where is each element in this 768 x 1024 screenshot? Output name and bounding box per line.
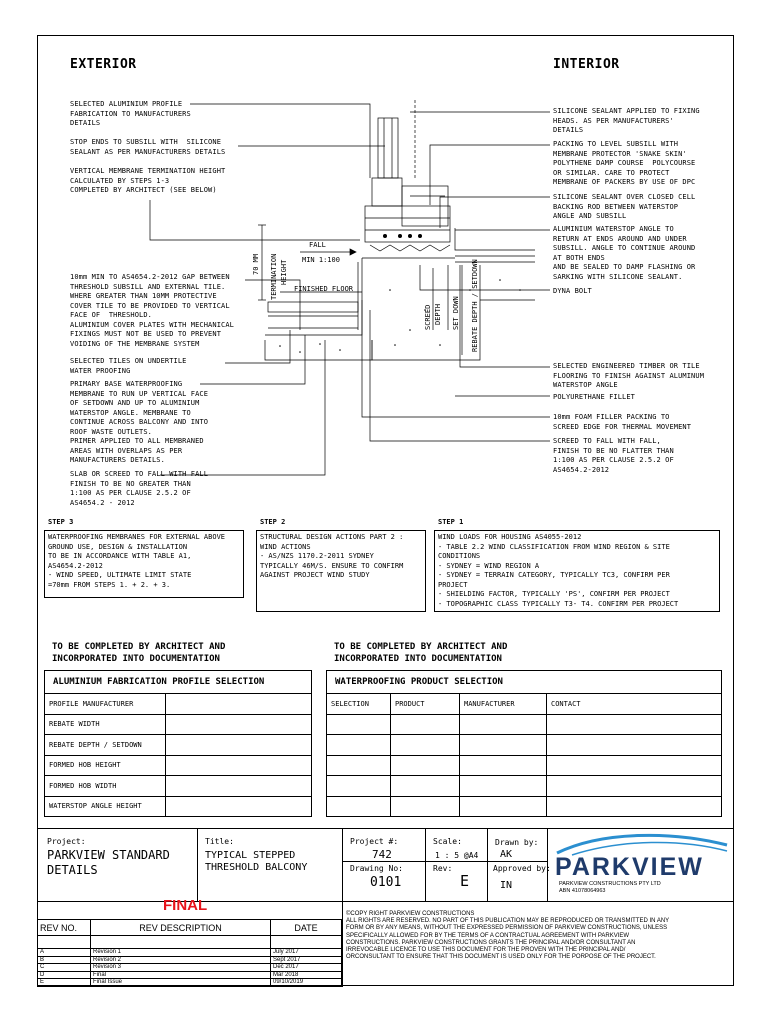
drawing-title: TYPICAL STEPPED THRESHOLD BALCONY — [205, 850, 308, 873]
title-block — [37, 828, 734, 902]
step-3-box: WATERPROOFING MEMBRANES FOR EXTERNAL ABOVE GROUND USE, DESIGN & INSTALLATION TO BE IN ACCORDANCE WITH TABLE A1, AS4654.2-2012 - WIND SPEED, ULTIMATE LIMIT STATE =70mm FROM STEPS 1. + 2. + 3. — [44, 530, 244, 598]
finished-floor-label: FINISHED FLOOR — [294, 285, 354, 293]
final-status: FINAL — [163, 897, 208, 914]
aluminium-row-value[interactable] — [166, 776, 312, 797]
note-screed-fall: SCREED TO FALL WITH FALL, FINISH TO BE NO FLATTER THAN 1:100 AS PER CLAUSE 2.5.2 OF AS4654.2-2012 — [553, 437, 674, 474]
drawn-by: AK — [500, 849, 513, 860]
waterproofing-table-title: WATERPROOFING PRODUCT SELECTION — [327, 671, 722, 694]
project-no: 742 — [372, 848, 392, 861]
aluminium-row-label: FORMED HOB HEIGHT — [45, 755, 166, 776]
aluminium-selection-table — [44, 670, 312, 817]
scale-value: 1 : 5 @A4 — [435, 851, 479, 860]
wp-cell[interactable] — [327, 714, 391, 735]
company-abn: ABN 41078064963 — [559, 888, 606, 894]
step-1-label: STEP 1 — [438, 518, 464, 526]
step-2-label: STEP 2 — [260, 518, 286, 526]
rev-value: E — [460, 872, 470, 890]
title-label: Title: — [205, 837, 234, 846]
col-manufacturer: MANUFACTURER — [460, 694, 547, 715]
drawing-no: 0101 — [370, 875, 402, 890]
company-name: PARKVIEW CONSTRUCTIONS PTY LTD — [559, 881, 661, 887]
copyright-notice: ©COPY RIGHT PARKVIEW CONSTRUCTIONS ALL RIGHTS ARE RESERVED. NO PART OF THIS PUBLICATION MAY BE REPRODUCED OR TRANSMITTED IN ANY FORM OR BY ANY MEANS, WITHOUT THE EXPRESSED PERMISSION OF PARKVIEW CONSTRUCTIONS, UNLESS SPECIFICALLY ALLOWED FOR BY THE TERMS OF A CONTRACTUAL AGREEMENT WITH PARKVIEW CONSTRUCTIONS. PARKVIEW CONSTRUCTIONS GRANTS THE PRINCIPAL AND/OR CONSULTANT AN IRREVOCABLE LICENCE TO USE THIS DOCUMENT FOR THE PROVEN WITH THE PRINCIPAL AND/ ORCONSULTANT TO ENSURE THAT THIS DOCUMENT IS USED ONLY FOR THE PORPOSE OF THE PROJECT. — [346, 911, 670, 961]
interior-heading: INTERIOR — [553, 57, 620, 72]
rev-date: Sept 2017 — [271, 956, 342, 964]
aluminium-row-value[interactable] — [166, 796, 312, 817]
note-aluminium-profile: SELECTED ALUMINIUM PROFILE FABRICATION TO MANUFACTURERS DETAILS — [70, 100, 191, 127]
scale-label: Scale: — [433, 837, 462, 846]
aluminium-row-label: FORMED HOB WIDTH — [45, 776, 166, 797]
aluminium-row-value[interactable] — [166, 735, 312, 756]
wp-cell[interactable] — [547, 755, 722, 776]
rev-desc: Revision 1 — [91, 949, 271, 957]
aluminium-row-label: REBATE WIDTH — [45, 714, 166, 735]
wp-cell[interactable] — [460, 796, 547, 817]
architect-note-left: TO BE COMPLETED BY ARCHITECT AND INCORPORATED INTO DOCUMENTATION — [52, 642, 226, 664]
rev-desc-header: REV DESCRIPTION — [91, 920, 271, 936]
col-product: PRODUCT — [391, 694, 460, 715]
rev-no: E — [38, 979, 91, 987]
revision-table — [37, 919, 342, 987]
approved-label: Approved by: — [493, 864, 551, 873]
wp-cell[interactable] — [391, 776, 460, 797]
architect-note-right: TO BE COMPLETED BY ARCHITECT AND INCORPORATED INTO DOCUMENTATION — [334, 642, 508, 664]
rev-date-header: DATE — [271, 920, 342, 936]
wp-cell[interactable] — [327, 796, 391, 817]
aluminium-table-title: ALUMINIUM FABRICATION PROFILE SELECTION — [45, 671, 312, 694]
rev-date: July 2017 — [271, 949, 342, 957]
aluminium-row-label: WATERSTOP ANGLE HEIGHT — [45, 796, 166, 817]
dim-70mm: 70 MM — [252, 253, 260, 275]
fall-label: FALL — [309, 241, 326, 249]
approved-by: IN — [500, 880, 513, 891]
note-foam-filler: 10mm FOAM FILLER PACKING TO SCREED EDGE FOR THERMAL MOVEMENT — [553, 413, 692, 431]
wp-cell[interactable] — [460, 776, 547, 797]
col-selection: SELECTION — [327, 694, 391, 715]
wp-cell[interactable] — [460, 714, 547, 735]
step-2-box: STRUCTURAL DESIGN ACTIONS PART 2 : WIND ACTIONS - AS/NZS 1170.2-2011 SYDNEY TYPICALLY 46M/S. ENSURE TO CONFIRM AGAINST PROJECT WIND STUDY — [256, 530, 426, 612]
wp-cell[interactable] — [547, 776, 722, 797]
fall-ratio-label: MIN 1:100 — [302, 256, 340, 264]
aluminium-row-value[interactable] — [166, 714, 312, 735]
wp-cell[interactable] — [391, 735, 460, 756]
drawing-no-label: Drawing No: — [350, 864, 403, 873]
screed-depth-label-2: DEPTH — [434, 303, 442, 325]
col-contact: CONTACT — [547, 694, 722, 715]
aluminium-row-label: REBATE DEPTH / SETDOWN — [45, 735, 166, 756]
wp-cell[interactable] — [391, 714, 460, 735]
note-waterstop-angle: ALUMINIUM WATERSTOP ANGLE TO RETURN AT ENDS AROUND AND UNDER SUBSILL. ANGLE TO CONTINUE AROUND AT BOTH ENDS AND BE SEALED TO DAMP FLASHING OR SARKING WITH SILICONE SEALANT. — [553, 225, 696, 281]
note-primary-waterproofing: PRIMARY BASE WATERPROOFING MEMBRANE TO RUN UP VERTICAL FACE OF SETDOWN AND UP TO ALUMINIUM WATERSTOP ANGLE. MEMBRANE TO CONTINUE ACROSS BALCONY AND INTO ROOF WASTE OUTLETS. PRIMER APPLIED TO ALL MEMBRANED AREAS WITH OVERLAPS AS PER MANUFACTURERS DETAILS. — [70, 380, 209, 464]
step-3-label: STEP 3 — [48, 518, 74, 526]
company-logo: PARKVIEW — [555, 853, 704, 881]
note-fillet: POLYURETHANE FILLET — [553, 393, 635, 401]
step-1-box: WIND LOADS FOR HOUSING AS4055-2012 - TABLE 2.2 WIND CLASSIFICATION FROM WIND REGION & SITE CONDITIONS - SYDNEY = WIND REGION A - SYDNEY = TERRAIN CATEGORY, TYPICALLY TC3, CONFIRM PER PROJECT - SHIELDING FACTOR, TYPICALLY 'PS', CONFIRM PER PROJECT - TOPOGRAPHIC CLASS TYPICALLY T3- T4. CONFIRM PER PROJECT — [434, 530, 720, 612]
rev-date: Mar 2018 — [271, 971, 342, 979]
rev-desc: Revision 3 — [91, 964, 271, 972]
wp-cell[interactable] — [391, 796, 460, 817]
rev-date: Dec 2017 — [271, 964, 342, 972]
wp-cell[interactable] — [391, 755, 460, 776]
rebate-depth-label: REBATE DEPTH / SETDOWN — [471, 259, 479, 352]
rev-no: C — [38, 964, 91, 972]
wp-cell[interactable] — [327, 755, 391, 776]
termination-height-label: TERMINATION — [270, 253, 278, 300]
rev-desc: Final — [91, 971, 271, 979]
rev-desc: Final Issue — [91, 979, 271, 987]
wp-cell[interactable] — [327, 735, 391, 756]
note-dyna-bolt: DYNA BOLT — [553, 287, 592, 295]
rev-no: A — [38, 949, 91, 957]
note-flooring: SELECTED ENGINEERED TIMBER OR TILE FLOORING TO FINISH AGAINST ALUMINUM WATERSTOP ANGLE — [553, 362, 705, 389]
note-slab-screed: SLAB OR SCREED TO FALL WITH FALL FINISH TO BE NO GREATER THAN 1:100 AS PER CLAUSE 2.5.2 OF AS4654.2 - 2012 — [70, 470, 209, 507]
aluminium-row-label: PROFILE MANUFACTURER — [45, 694, 166, 715]
rev-no: B — [38, 956, 91, 964]
wp-cell[interactable] — [327, 776, 391, 797]
termination-height-label-2: HEIGHT — [280, 259, 288, 285]
rev-label: Rev: — [433, 864, 453, 873]
rev-desc: Revision 2 — [91, 956, 271, 964]
wp-cell[interactable] — [460, 755, 547, 776]
project-no-label: Project #: — [350, 837, 399, 846]
rev-date: 09/10/2019 — [271, 979, 342, 987]
wp-cell[interactable] — [547, 796, 722, 817]
note-tiles: SELECTED TILES ON UNDERTILE WATER PROOFING — [70, 357, 187, 375]
aluminium-row-value[interactable] — [166, 694, 312, 715]
wp-cell[interactable] — [460, 735, 547, 756]
rev-no-header: REV NO. — [38, 920, 91, 936]
note-silicone-fixing: SILICONE SEALANT APPLIED TO FIXING HEADS. AS PER MANUFACTURERS' DETAILS — [553, 107, 700, 134]
aluminium-row-value[interactable] — [166, 755, 312, 776]
drawn-by-label: Drawn by: — [495, 838, 539, 847]
wp-cell[interactable] — [547, 735, 722, 756]
wp-cell[interactable] — [547, 714, 722, 735]
note-gap: 10mm MIN TO AS4654.2-2012 GAP BETWEEN THRESHOLD SUBSILL AND EXTERNAL TILE. WHERE GREATER THAN 10MM PROTECTIVE COVER TILE TO BE PROVIDED TO VERTICAL FACE OF THRESHOLD. ALUMINIUM COVER PLATES WITH MECHANICAL FIXINGS MUST NOT BE USED TO PREVENT VOIDING OF THE MEMBRANE SYSTEM — [70, 273, 234, 348]
note-backing-rod: SILICONE SEALANT OVER CLOSED CELL BACKING ROD BETWEEN WATERSTOP ANGLE AND SUBSILL — [553, 193, 696, 220]
project-name: PARKVIEW STANDARD DETAILS — [47, 848, 170, 877]
waterproofing-selection-table — [326, 670, 722, 817]
note-termination-height: VERTICAL MEMBRANE TERMINATION HEIGHT CALCULATED BY STEPS 1-3 COMPLETED BY ARCHITECT (SEE BELOW) — [70, 167, 226, 194]
rev-no: D — [38, 971, 91, 979]
note-packing: PACKING TO LEVEL SUBSILL WITH MEMBRANE PROTECTOR 'SNAKE SKIN' POLYTHENE DAMP COURSE POLYCOURSE OR SIMILAR. CARE TO PROTECT MEMBRANE OF PACKERS BY USE OF DPC — [553, 140, 696, 186]
project-label: Project: — [47, 837, 86, 846]
exterior-heading: EXTERIOR — [70, 57, 137, 72]
set-down-label: SET DOWN — [452, 296, 460, 330]
note-stop-ends: STOP ENDS TO SUBSILL WITH SILICONE SEALANT AS PER MANUFACTURERS DETAILS — [70, 138, 226, 156]
screed-depth-label: SCREED — [424, 304, 432, 330]
